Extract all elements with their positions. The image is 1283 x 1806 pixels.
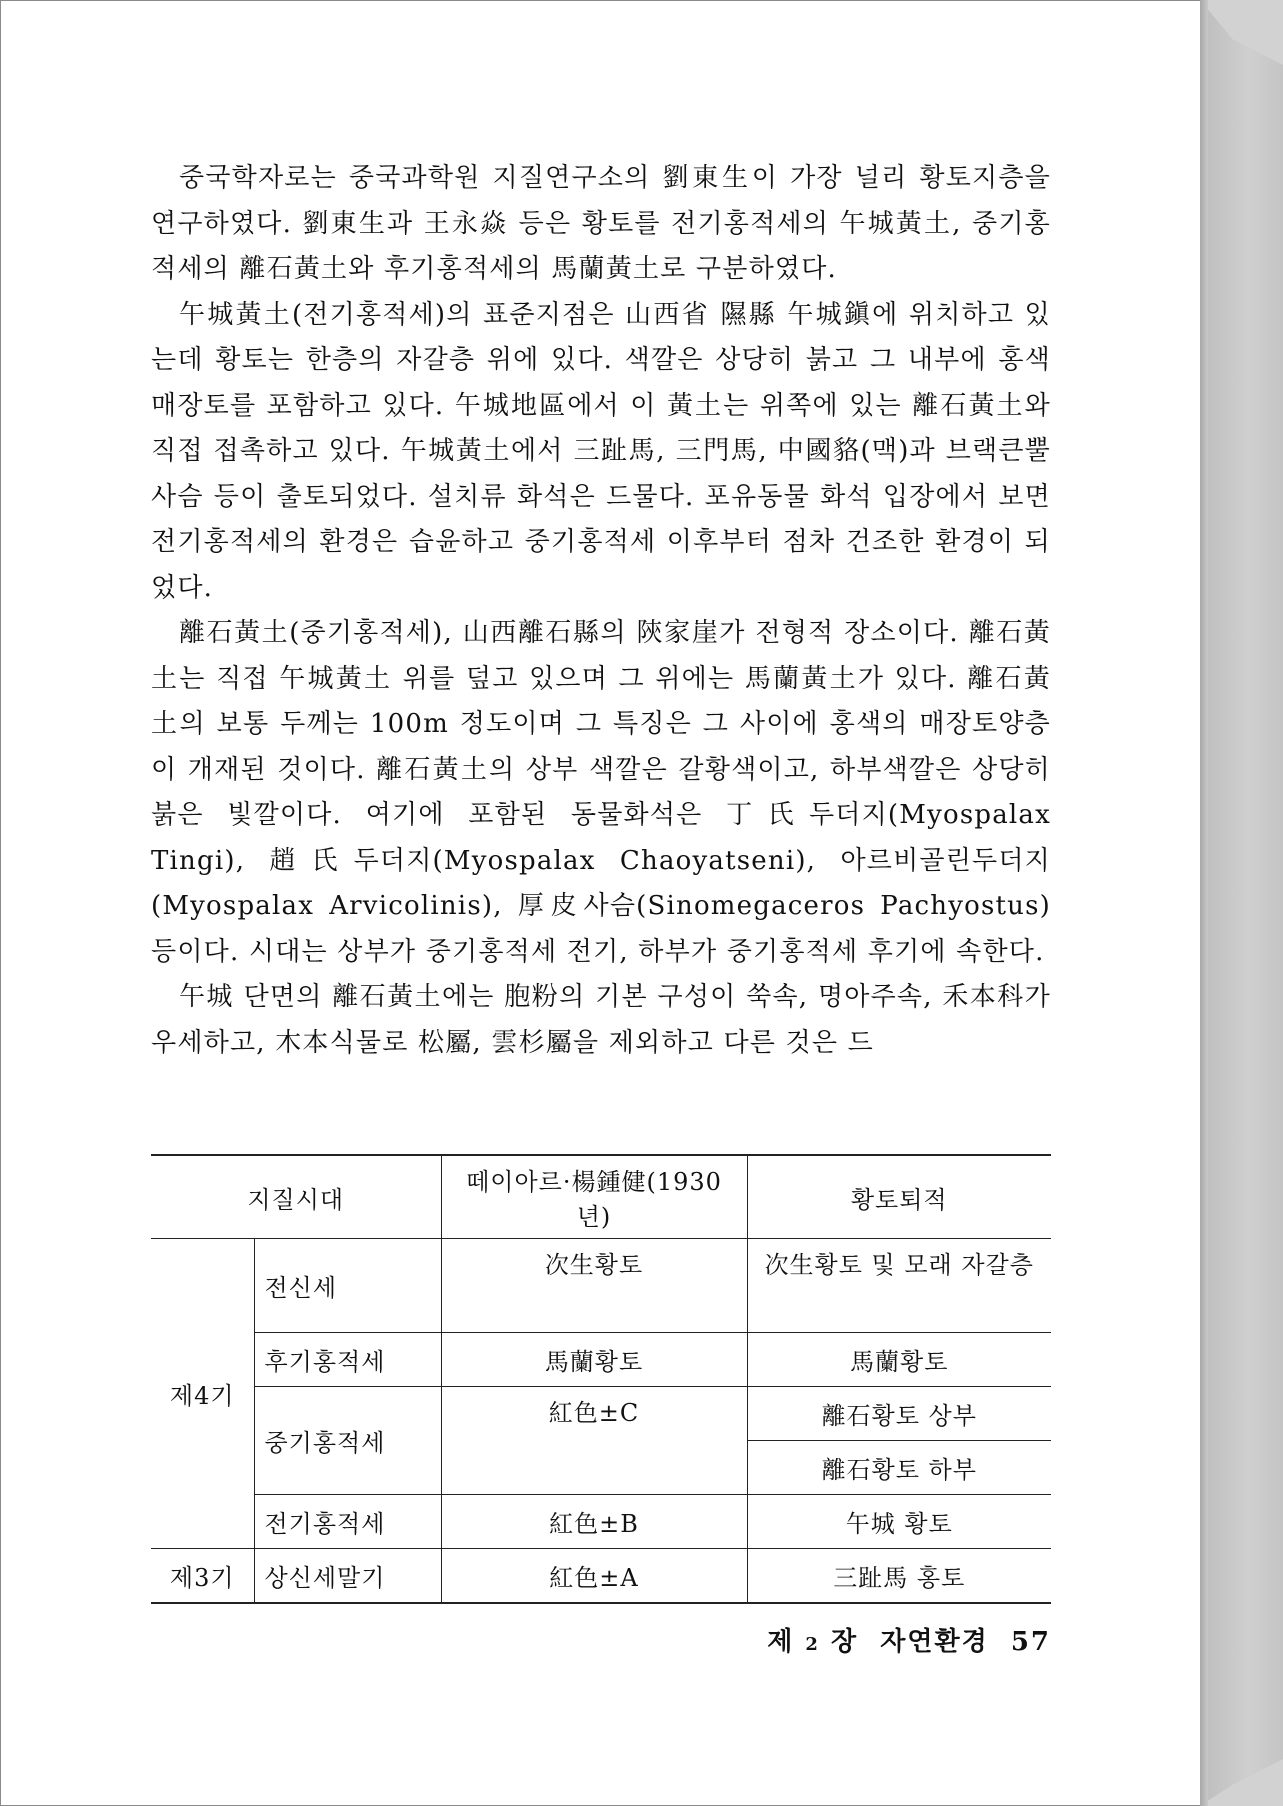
book-edge-shadow (1200, 0, 1283, 1806)
deposit-cell: 三趾馬 홍토 (747, 1549, 1051, 1603)
geologic-period-table (151, 1154, 1051, 1604)
teilhard-cell: 次生황토 (441, 1239, 747, 1333)
table-header-row (151, 1155, 1051, 1239)
teilhard-cell: 紅色±B (441, 1495, 747, 1549)
period-tertiary: 제3기 (151, 1549, 254, 1603)
paragraph: 午城 단면의 離石黃土에는 胞粉의 기본 구성이 쑥속, 명아주속, 禾本科가 우세하고, 木本식물로 松屬, 雲杉屬을 제외하고 다른 것은 드 (151, 982, 1051, 1058)
running-footer (761, 1621, 1051, 1658)
chapter-number: 2 (805, 1634, 820, 1655)
header-loess-deposit: 황토퇴적 (747, 1155, 1051, 1239)
epoch-cell: 후기홍적세 (254, 1333, 441, 1387)
deposit-cell: 離石황토 하부 (747, 1441, 1051, 1495)
epoch-cell: 상신세말기 (254, 1549, 441, 1603)
deposit-cell: 午城 황토 (747, 1495, 1051, 1549)
table-row (151, 1549, 1051, 1603)
chapter-suffix: 장 (831, 1627, 859, 1657)
paragraph: 중국학자로는 중국과학원 지질연구소의 劉東生이 가장 널리 황토지층을 연구하였다. 劉東生과 王永焱 등은 황토를 전기홍적세의 午城黃土, 중기홍적세의 離石黃土와 후기홍적세의 馬蘭黃土로 구분하였다. (151, 163, 1051, 284)
table-row (151, 1333, 1051, 1387)
table-row (151, 1387, 1051, 1441)
book-edge-highlight (1200, 0, 1208, 1806)
deposit-cell: 馬蘭황토 (747, 1333, 1051, 1387)
teilhard-cell: 紅色±C (441, 1387, 747, 1495)
epoch-cell: 전신세 (254, 1239, 441, 1333)
table-row (151, 1239, 1051, 1333)
teilhard-cell: 馬蘭황토 (441, 1333, 747, 1387)
body-text (151, 156, 1051, 1066)
epoch-cell: 중기홍적세 (254, 1387, 441, 1495)
table-row (151, 1495, 1051, 1549)
teilhard-cell: 紅色±A (441, 1549, 747, 1603)
deposit-cell: 離石황토 상부 (747, 1387, 1051, 1441)
period-quaternary: 제4기 (151, 1239, 254, 1549)
epoch-cell: 전기홍적세 (254, 1495, 441, 1549)
paragraph: 午城黃土(전기홍적세)의 표준지점은 山西省 隰縣 午城鎭에 위치하고 있는데 황토는 한층의 자갈층 위에 있다. 색깔은 상당히 붉고 그 내부에 홍색 매장토를 포함하고 있다. 午城地區에서 이 黃土는 위쪽에 있는 離石黃土와 직접 접촉하고 있다. 午城黃土에서 三趾馬, 三門馬, 中國貉(맥)과 브랙큰뿔사슴 등이 출토되었다. 설치류 화석은 드물다. 포유동물 화석 입장에서 보면 전기홍적세의 환경은 습윤하고 중기홍적세 이후부터 점차 건조한 환경이 되었다. (151, 299, 1051, 603)
paragraph: 離石黃土(중기홍적세), 山西離石縣의 陝家崖가 전형적 장소이다. 離石黃土는 직접 午城黃土 위를 덮고 있으며 그 위에는 馬蘭黃土가 있다. 離石黃土의 보통 두께는 100m 정도이며 그 특징은 그 사이에 홍색의 매장토양층이 개재된 것이다. 離石黃土의 상부 색깔은 갈황색이고, 하부색깔은 상당히 붉은 빛깔이다. 여기에 포함된 동물화석은 丁氏두더지(Myospalax Tingi), 趙氏두더지(Myospalax Chaoyatseni), 아르비골린두더지(Myospalax Arvicolinis), 厚皮사슴(Sinomegaceros Pachyostus) 등이다. 시대는 상부가 중기홍적세 전기, 하부가 중기홍적세 후기에 속한다. (151, 618, 1051, 967)
header-teilhard-yang: 떼이아르·楊鍾健(1930년) (441, 1155, 747, 1239)
deposit-cell: 次生황토 및 모래 자갈층 (747, 1239, 1051, 1333)
page-number: 57 (1010, 1627, 1051, 1657)
chapter-prefix: 제 (767, 1627, 795, 1657)
chapter-title: 자연환경 (880, 1627, 989, 1657)
header-geologic-period: 지질시대 (151, 1155, 441, 1239)
